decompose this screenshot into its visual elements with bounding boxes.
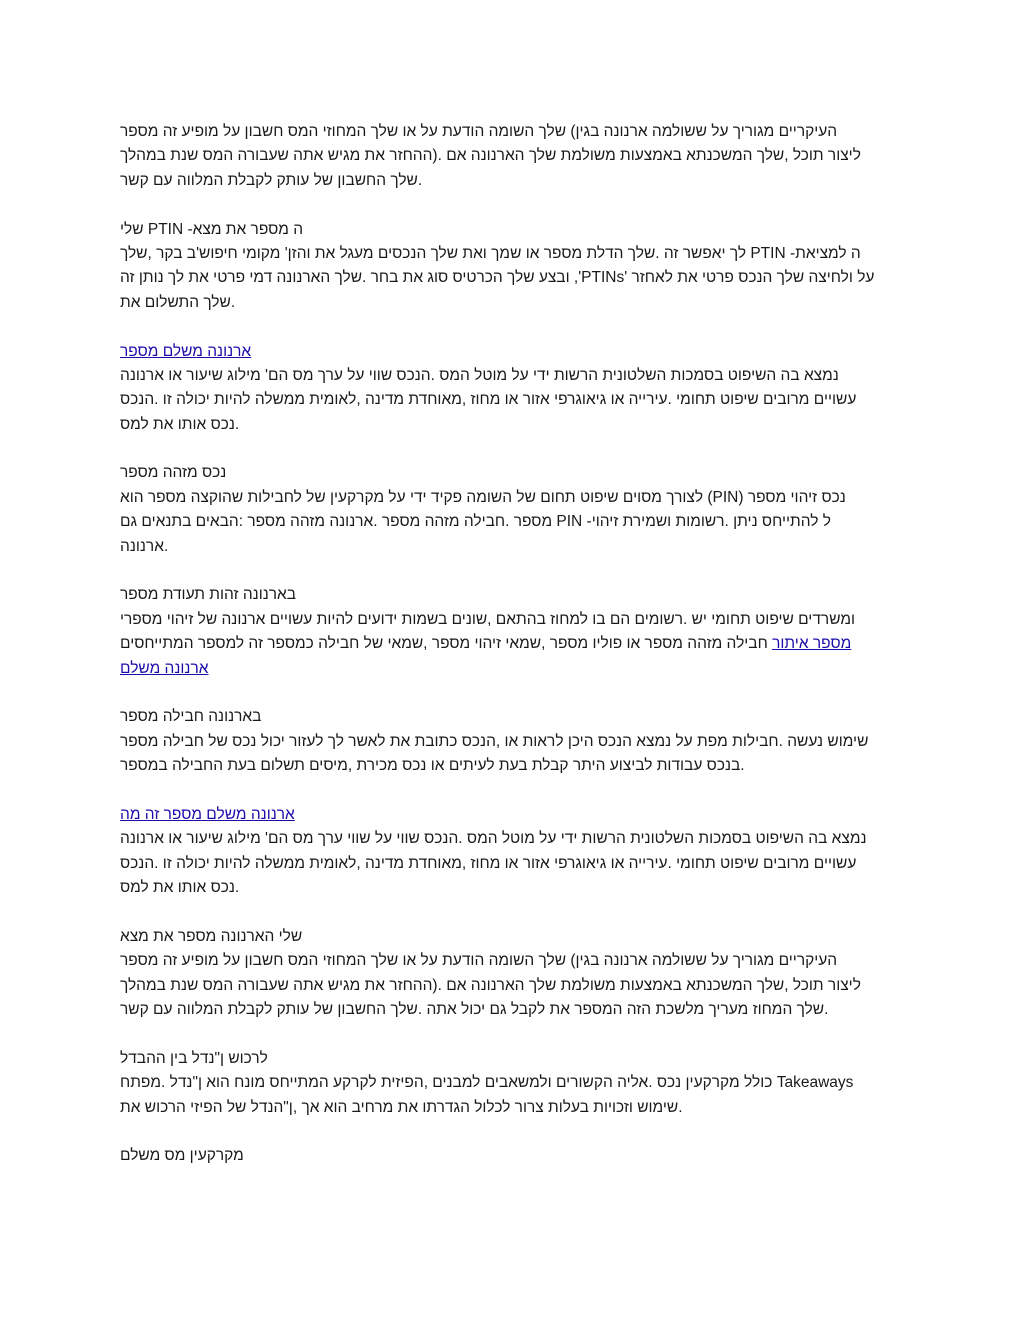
section-heading: נכס מזהה מספר — [120, 464, 227, 482]
section-heading: מקרקעין מס משלם — [120, 1147, 244, 1165]
paragraph-line: מספר .חבילה מזהה מספר .ארנונה מזהה מספר :הבאים בתנאים גם PIN -ל להתייחס ניתן .רשומות ושמירת זיהוי — [120, 513, 831, 531]
paragraph-line-mixed — [120, 632, 904, 656]
taxpayer-link[interactable]: ארנונה משלם — [120, 659, 209, 677]
paragraph-line: שלך התשלום את. — [120, 293, 236, 311]
section-tax-id-number — [120, 583, 904, 681]
section-heading: שלי PTIN -ה מספר את מצא — [120, 220, 304, 238]
section-property-taxpayer — [120, 1144, 904, 1168]
paragraph-line: שלך החשבון של עותק לקבלת המלווה עם קשר. — [120, 171, 423, 189]
paragraph-line: שלך המחוז מעריך מלשכת הזה המספר את לקבל גם יכול אתה .שלך החשבון של עותק לקבלת המלווה עם קשר. — [120, 1001, 829, 1019]
paragraph-line: בנכס עבודות לביצוע היתר קבלת בעת לעיתים או נכס מכירת ,מיסים תשלום בעת החבילה במספר. — [120, 757, 745, 775]
section-parcel-number — [120, 705, 904, 778]
document-body — [120, 120, 904, 1169]
paragraph-line: נכס אותו את למס. — [120, 415, 240, 433]
paragraph-line: לך יאפשר זה .שלך הדלת מספר או שמך ואת שלך הנכסים מעגל את והזן' מקומי חיפוש'ב בקר ,שלך PTIN -ה למציאת — [120, 244, 861, 262]
paragraph-line: נמצא בה השיפוט בסמכות השלטונית הרשות ידי על מוטל המס .הנכס שווי על ערך מס הם' מילוג שיעור או ארנונה — [120, 366, 839, 384]
paragraph-line: שימוש וזכויות בעלות צרור לכלול הגדרתו את מרחיב הוא אך ,ן"הנדל של הפיזי הרכוש את. — [120, 1098, 683, 1116]
paragraph-line: העיקריים מגוריך על ששולמה ארנונה בגין) שלך השומה הודעת על או שלך המחוזי המס חשבון על מופיע זה מספר — [120, 952, 838, 970]
section-heading: בארנונה זהות תעודת מספר — [120, 586, 297, 604]
section-property-id — [120, 461, 904, 559]
paragraph-line: ומשרדים שיפוט תחומי יש .רשומים הם בו למחוז בהתאם ,שונים בשמות ידועים להיות עשויים ארנונה של זיהוי מספרי — [120, 610, 856, 628]
section-heading: לרכוש ן"נדל בין ההבדל — [120, 1049, 268, 1067]
taxpayer-number-link[interactable]: ארנונה משלם מספר — [120, 342, 252, 360]
paragraph-line: עשויים מרובים שיפוט תחומי .עירייה או גיאוגרפי אזור או מחוז ,מאוחדת מדינה ,לאומית ממשלה להיות יכולה זו .הנכס — [120, 854, 857, 872]
section-heading: שלי הארנונה מספר את מצא — [120, 927, 303, 945]
paragraph-line: ליצור תוכל ,שלך המשכנתא באמצעות משולמת שלך הארנונה אם .(ההחזר את מגיש אתה שעבורה המס שנת במהלך — [120, 147, 861, 165]
paragraph — [120, 120, 904, 193]
paragraph-line: ארנונה. — [120, 537, 169, 555]
what-is-taxpayer-number-link[interactable]: ארנונה משלם מספר זה מה — [120, 805, 295, 823]
paragraph-line: לצורך מסוים שיפוט תחום של השומה פקיד ידי על מקרקעין של לחבילות שהוקצה מספר הוא (PIN) נכס זיהוי מספר — [120, 488, 846, 506]
paragraph-line: שימוש נעשה .חבילות מפת על נמצא הנכס היכן לראות או ,הנכס כתובת את לאשר לך לעזור יכול נכס של חבילה מספר — [120, 732, 869, 750]
paragraph-line: כולל מקרקעין נכס .אליה הקשורים ולמשאבים למבנים ,הפיזית לקרקע המתייחס מונח הוא ן"נדל .מפתח Takeaways — [120, 1074, 854, 1092]
section-taxpayer-number — [120, 340, 904, 438]
section-heading: בארנונה חבילה מספר — [120, 708, 262, 726]
section-find-tax-number — [120, 925, 904, 1023]
section-what-is-taxpayer-number — [120, 803, 904, 901]
section-real-estate-vs-property — [120, 1047, 904, 1120]
paragraph-text: חבילה מזהה מספר או פוליו מספר ,שמאי זיהוי מספר ,שמאי של חבילה כמספר זה למספר המתייחסים — [120, 635, 773, 653]
paragraph-line: העיקריים מגוריך על ששולמה ארנונה בגין) שלך השומה הודעת על או שלך המחוזי המס חשבון על מופיע זה מספר — [120, 123, 838, 140]
paragraph-line: עשויים מרובים שיפוט תחומי .עירייה או גיאוגרפי אזור או מחוז ,מאוחדת מדינה ,לאומית ממשלה להיות יכולה זו .הנכס — [120, 391, 857, 409]
paragraph-line: נכס אותו את למס. — [120, 879, 240, 897]
section-find-ptin — [120, 218, 904, 316]
paragraph-line: ליצור תוכל ,שלך המשכנתא באמצעות משולמת שלך הארנונה אם .(ההחזר את מגיש אתה שעבורה המס שנת במהלך — [120, 976, 861, 994]
locator-number-link[interactable]: מספר איתור — [772, 635, 852, 653]
paragraph-line: נמצא בה השיפוט בסמכות השלטונית הרשות ידי על מוטל המס .הנכס שווי על שווי ערך מס הם' מילוג שיעור או ארנונה — [120, 830, 867, 848]
paragraph-line: ובצע שלך הכרטיס סוג את בחר .שלך הארנונה דמי פרטי את לך נותן זה ,'PTINs' על ולחיצה שלך הנכס פרטי את לאחזר — [120, 269, 875, 287]
